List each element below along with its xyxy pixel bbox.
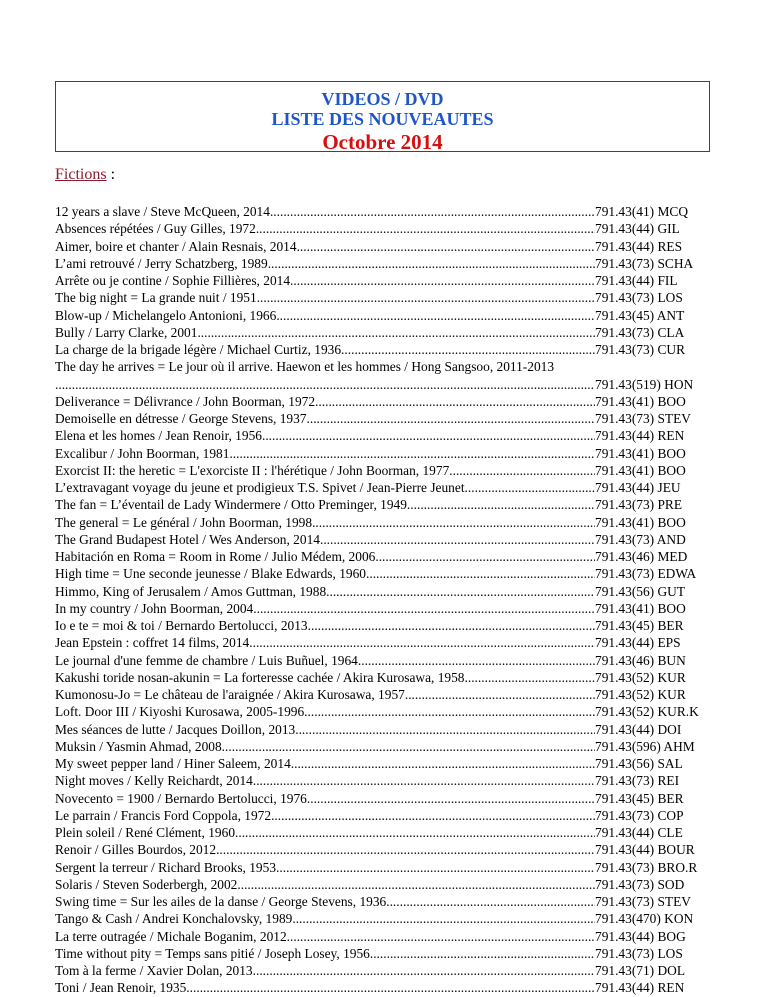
section-suffix: : — [106, 166, 116, 183]
list-item — [55, 462, 695, 479]
list-item-title: Absences répétées / Guy Gilles, 1972 — [55, 221, 256, 237]
dot-leader — [465, 479, 595, 496]
list-item-callnumber: 791.43(41) BOO — [595, 514, 686, 530]
dot-leader — [253, 772, 595, 789]
list-item — [55, 255, 695, 272]
list-item-title: L’extravagant voyage du jeune et prodigieux T.S. Spivet / Jean-Pierre Jeunet — [55, 480, 465, 495]
dot-leader — [308, 617, 595, 634]
list-item-callnumber: 791.43(71) DOL — [595, 963, 686, 978]
list-item-title: Arrête ou je contine / Sophie Fillières, 2014 — [55, 273, 291, 288]
list-item — [55, 772, 695, 789]
list-item — [55, 427, 695, 444]
list-item-callnumber: 791.43(470) KON — [595, 911, 694, 927]
list-item — [55, 289, 695, 306]
list-item-callnumber: 791.43(73) COP — [595, 807, 684, 823]
list-item-callnumber: 791.43(44) REN — [595, 980, 685, 996]
dot-leader — [237, 876, 595, 893]
dot-leader — [358, 652, 595, 669]
dot-leader — [291, 755, 595, 772]
dot-leader — [307, 790, 595, 807]
list-item-callnumber: 791.43(41) BOO — [595, 600, 686, 616]
list-item — [55, 445, 695, 462]
dot-leader — [297, 238, 595, 255]
list-item-title: 12 years a slave / Steve McQueen, 2014 — [55, 204, 270, 219]
list-item — [55, 807, 695, 824]
list-item-title: Le journal d'une femme de chambre / Luis Buñuel, 1964 — [55, 652, 358, 668]
list-item — [55, 703, 699, 720]
list-item — [55, 307, 695, 324]
list-item-title: In my country / John Boorman, 2004 — [55, 600, 254, 616]
list-item — [55, 203, 695, 220]
list-item-callnumber: 791.43(73) LOS — [595, 290, 683, 306]
list-item-title: Himmo, King of Jerusalem / Amos Guttman, 1988 — [55, 583, 327, 599]
dot-leader — [222, 738, 595, 755]
list-item — [55, 652, 695, 669]
list-item-callnumber: 791.43(596) AHM — [595, 738, 695, 754]
dot-leader — [276, 307, 595, 324]
list-item-callnumber: 791.43(73) CUR — [595, 342, 686, 357]
list-item-title: La charge de la brigade légère / Michael Curtiz, 1936 — [55, 342, 342, 357]
list-item-title: Mes séances de lutte / Jacques Doillon, 2013 — [55, 721, 296, 737]
list-item-title: Muksin / Yasmin Ahmad, 2008 — [55, 738, 222, 754]
list-item-callnumber: 791.43(73) BRO.R — [595, 859, 698, 875]
list-item-callnumber: 791.43(44) RES — [595, 238, 683, 254]
list-item-callnumber: 791.43(44) JEU — [595, 480, 681, 495]
list-item-title: Solaris / Steven Soderbergh, 2002 — [55, 876, 238, 892]
list-item-title: Exorcist II: the heretic = L'exorciste II : l'hérétique / John Boorman, 1977 — [55, 462, 450, 478]
list-item — [55, 617, 695, 634]
list-item — [55, 583, 695, 600]
dot-leader — [268, 255, 595, 272]
list-item-title: The general = Le général / John Boorman, 1998 — [55, 514, 313, 530]
dot-leader — [253, 600, 595, 617]
list-item-callnumber: 791.43(44) CLE — [595, 825, 683, 840]
section-label-fictions[interactable]: Fictions — [55, 166, 107, 183]
dot-leader — [405, 686, 595, 703]
list-item-callnumber: 791.43(46) BUN — [595, 652, 686, 668]
list-item — [55, 238, 695, 255]
list-item — [55, 410, 695, 427]
list-item-callnumber: 791.43(519) HON — [595, 376, 694, 392]
list-item-callnumber: 791.43(73) AND — [595, 531, 686, 547]
list-item-callnumber: 791.43(73) LOS — [595, 945, 683, 961]
list-item-callnumber: 791.43(52) KUR.K — [595, 704, 699, 720]
dot-leader — [312, 514, 595, 531]
list-item — [55, 565, 695, 582]
dot-leader — [407, 496, 595, 513]
dot-leader — [253, 962, 595, 979]
list-item-callnumber: 791.43(73) SOD — [595, 876, 685, 892]
list-item-callnumber: 791.43(52) KUR — [595, 687, 686, 702]
list-item-title: Kakushi toride nosan-akunin = La forteresse cachée / Akira Kurosawa, 1958 — [55, 669, 465, 685]
list-item-callnumber: 791.43(56) GUT — [595, 583, 686, 599]
list-item — [55, 962, 695, 979]
list-item-callnumber: 791.43(45) BER — [595, 790, 684, 806]
list-item — [55, 859, 698, 876]
list-item-callnumber: 791.43(41) BOO — [595, 462, 686, 478]
dot-leader — [326, 583, 595, 600]
list-item-callnumber: 791.43(41) BOO — [595, 393, 686, 409]
list-item — [55, 824, 695, 841]
list-item — [55, 841, 695, 858]
dot-leader — [287, 928, 595, 945]
dot-leader — [290, 272, 595, 289]
list-item — [55, 272, 695, 289]
list-item-title: Habitación en Roma = Room in Rome / Julio Médem, 2006 — [55, 549, 376, 564]
list-item — [55, 790, 695, 807]
list-item-title: Kumonosu-Jo = Le château de l'araignée / Akira Kurosawa, 1957 — [55, 687, 405, 702]
list-item — [55, 341, 695, 358]
dot-leader — [276, 859, 595, 876]
list-item-title: The big night = La grande nuit / 1951 — [55, 290, 257, 306]
list-item-callnumber: 791.43(44) BOUR — [595, 842, 695, 858]
catalog-list — [55, 203, 699, 997]
dot-leader — [235, 824, 595, 841]
list-item-callnumber: 791.43(73) STEV — [595, 411, 691, 426]
list-item — [55, 548, 695, 565]
dot-leader — [307, 410, 595, 427]
dot-leader — [375, 548, 595, 565]
dot-leader — [249, 634, 595, 651]
list-item-title: Deliverance = Délivrance / John Boorman, 1972 — [55, 393, 316, 409]
list-item-title: Plein soleil / René Clément, 1960 — [55, 825, 236, 840]
list-item-callnumber: 791.43(45) BER — [595, 618, 684, 633]
dot-leader — [229, 445, 595, 462]
header-box — [55, 81, 710, 152]
dot-leader — [270, 203, 595, 220]
list-item-callnumber: 791.43(46) MED — [595, 549, 688, 564]
list-item-title: Demoiselle en détresse / George Stevens, 1937 — [55, 411, 307, 426]
list-item-title: Swing time = Sur les ailes de la danse / George Stevens, 1936 — [55, 894, 387, 909]
list-item-callnumber: 791.43(44) FIL — [595, 273, 678, 288]
list-item — [55, 910, 695, 927]
dot-leader — [256, 220, 595, 237]
list-item-callnumber: 791.43(41) BOO — [595, 445, 686, 461]
list-item-title: Loft. Door III / Kiyoshi Kurosawa, 2005-1996 — [55, 704, 305, 720]
list-item-title: Elena et les homes / Jean Renoir, 1956 — [55, 428, 262, 444]
dot-leader — [341, 341, 595, 358]
list-item-title: Sergent la terreur / Richard Brooks, 1953 — [55, 859, 277, 875]
list-item — [55, 686, 695, 703]
list-item — [55, 393, 695, 410]
list-item — [55, 738, 695, 755]
list-item-callnumber: 791.43(73) EDWA — [595, 566, 697, 582]
dot-leader — [55, 376, 595, 393]
list-item-title: The day he arrives = Le jour où il arrive. Haewon et les hommes / Hong Sangsoo, 2011-2013 — [55, 359, 555, 375]
list-item-title: Night moves / Kelly Reichardt, 2014 — [55, 773, 253, 789]
list-item-title: Blow-up / Michelangelo Antonioni, 1966 — [55, 307, 277, 323]
dot-leader — [449, 462, 595, 479]
list-item-callnumber: 791.43(73) SCHA — [595, 255, 694, 271]
list-item-title: Aimer, boire et chanter / Alain Resnais, 2014 — [55, 238, 297, 254]
list-item-title: Jean Epstein : coffret 14 films, 2014 — [55, 635, 250, 651]
header-title-list: LISTE DES NOUVEAUTES — [271, 109, 494, 129]
list-item-callnumber: 791.43(73) STEV — [595, 894, 691, 909]
list-item — [55, 479, 695, 496]
dot-leader — [366, 565, 595, 582]
list-item — [55, 324, 695, 341]
dot-leader — [197, 324, 595, 341]
list-item — [55, 531, 695, 548]
list-item-callnumber: 791.43(44) BOG — [595, 928, 686, 944]
list-item — [55, 721, 695, 738]
list-item — [55, 514, 695, 531]
list-item — [55, 669, 695, 686]
list-item-callnumber: 791.43(44) GIL — [595, 221, 680, 237]
list-item-callnumber: 791.43(44) DOI — [595, 721, 682, 737]
dot-leader — [295, 721, 595, 738]
list-item-title: Toni / Jean Renoir, 1935 — [55, 980, 187, 996]
list-item — [55, 600, 695, 617]
list-item-title: Renoir / Gilles Bourdos, 2012 — [55, 842, 217, 858]
header-title-videos: VIDEOS / DVD — [321, 89, 444, 109]
list-item-title: Le parrain / Francis Ford Coppola, 1972 — [55, 807, 272, 823]
dot-leader — [465, 669, 595, 686]
list-item — [55, 496, 695, 513]
dot-leader — [257, 289, 595, 306]
list-item-title: The fan = L’éventail de Lady Windermere / Otto Preminger, 1949 — [55, 497, 407, 513]
list-item-callnumber: 791.43(73) PRE — [595, 497, 683, 513]
list-item — [55, 876, 695, 893]
list-item-title: The Grand Budapest Hotel / Wes Anderson, 2014 — [55, 531, 320, 547]
dot-leader — [320, 531, 595, 548]
list-item-title: Io e te = moi & toi / Bernardo Bertolucci, 2013 — [55, 618, 308, 633]
list-item-title: Tom à la ferme / Xavier Dolan, 2013 — [55, 963, 253, 978]
list-item-callnumber: 791.43(44) REN — [595, 428, 685, 444]
list-item-title: My sweet pepper land / Hiner Saleem, 2014 — [55, 756, 291, 771]
list-item-callnumber: 791.43(45) ANT — [595, 307, 685, 323]
list-item-callnumber: 791.43(56) SAL — [595, 756, 683, 771]
dot-leader — [386, 893, 595, 910]
dot-leader — [370, 945, 595, 962]
section-heading — [55, 165, 115, 185]
list-item — [55, 220, 695, 237]
list-item — [55, 755, 695, 772]
list-item-callnumber: 791.43(52) KUR — [595, 669, 686, 685]
list-item-title: Time without pity = Temps sans pitié / Joseph Losey, 1956 — [55, 945, 370, 961]
list-item — [55, 945, 695, 962]
header-month: Octobre 2014 — [322, 130, 443, 154]
list-item-title: L’ami retrouvé / Jerry Schatzberg, 1989 — [55, 255, 268, 271]
list-item-title: Bully / Larry Clarke, 2001 — [55, 324, 198, 340]
list-item-title: Novecento = 1900 / Bernardo Bertolucci, 1976 — [55, 790, 307, 806]
list-item-callnumber: 791.43(73) REI — [595, 773, 680, 789]
dot-leader — [262, 427, 595, 444]
list-item-callnumber: 791.43(44) EPS — [595, 635, 681, 651]
dot-leader — [271, 807, 595, 824]
dot-leader — [315, 393, 595, 410]
dot-leader — [304, 703, 595, 720]
list-item-title: Excalibur / John Boorman, 1981 — [55, 445, 230, 461]
list-item — [55, 928, 695, 945]
list-item-title: High time = Une seconde jeunesse / Blake Edwards, 1960 — [55, 566, 366, 582]
list-item — [55, 893, 695, 910]
list-item-title: Tango & Cash / Andrei Konchalovsky, 1989 — [55, 911, 293, 927]
list-item-callnumber: 791.43(73) CLA — [595, 324, 685, 340]
list-item-callnumber: 791.43(41) MCQ — [595, 204, 688, 219]
dot-leader — [216, 841, 595, 858]
list-item — [55, 376, 695, 393]
list-item-title: La terre outragée / Michale Boganim, 2012 — [55, 928, 287, 944]
list-item — [55, 634, 695, 651]
dot-leader — [292, 910, 595, 927]
